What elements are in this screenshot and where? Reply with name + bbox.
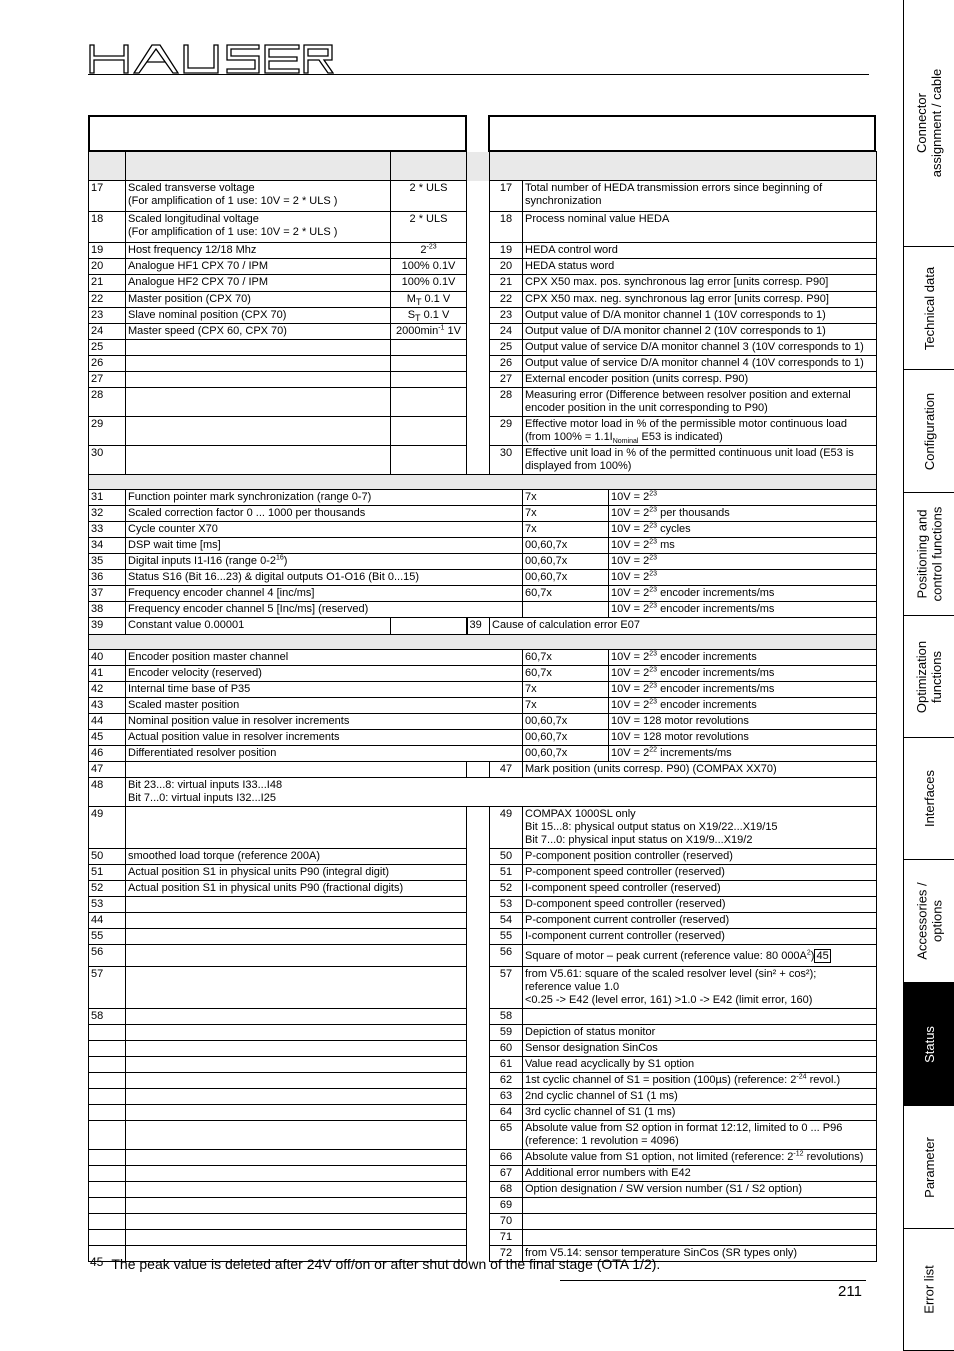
- table-row: 18 Scaled longitudinal voltage (For amplification of 1 use: 10V = 2 * ULS ) 2 * ULS 18 Process nominal value HEDA: [89, 212, 877, 243]
- side-tab-10[interactable]: [904, 1229, 954, 1351]
- side-tab-label: Optimization functions: [914, 640, 945, 713]
- side-tab-8[interactable]: [904, 983, 954, 1106]
- table-row: 51 Actual position S1 in physical units P90 (integral digit) 51 P-component speed controller (reserved): [89, 865, 877, 881]
- table-row: 57 57 from V5.61: square of the scaled resolver level (sin² + cos²); reference value 1.0 <0.25 -> E42 (level error, 161) >1.0 -> E42 (limit error, 160): [89, 967, 877, 1009]
- table-row: 68 Option designation / SW version number (S1 / S2 option): [89, 1182, 877, 1198]
- side-tab-label: Technical data: [922, 266, 937, 350]
- table-row: 34 DSP wait time [ms] 00,60,7x $10V = 2^{23}$ ms: [89, 538, 877, 554]
- table-row: 44 54 P-component current controller (reserved): [89, 913, 877, 929]
- table-row: 36 Status S16 (Bit 16...23) & digital outputs O1-O16 (Bit 0...15) 00,60,7x $10V = 2^{23}$: [89, 570, 877, 586]
- side-tab-4[interactable]: [904, 493, 954, 616]
- table-row: [89, 152, 877, 181]
- table-row: 66 Absolute value from S1 option, not limited (reference: $2^{-12}$ revolutions): [89, 1150, 877, 1166]
- side-tab-9[interactable]: [904, 1106, 954, 1229]
- table-row: 53 53 D-component speed controller (reserved): [89, 897, 877, 913]
- side-tab-label: Accessories / options: [914, 882, 945, 960]
- table-row: 43 Scaled master position 7x $10V = 2^{23}$ encoder increments: [89, 698, 877, 714]
- table-row: 50 smoothed load torque (reference 200A) 50 P-component position controller (reserved): [89, 849, 877, 865]
- table-row: 39 Constant value 0.00001 39 Cause of calculation error E07: [89, 618, 877, 635]
- table-row: 44 Nominal position value in resolver increments 00,60,7x 10V = 128 motor revolutions: [89, 714, 877, 730]
- table-row: 72 from V5.14: sensor temperature SinCos (SR types only): [89, 1246, 877, 1262]
- table-row: 63 2nd cyclic channel of S1 (1 ms): [89, 1089, 877, 1105]
- table-row: 56 56 Square of motor – peak current (reference value: 80 $000A^2$) 45: [89, 945, 877, 967]
- table-row: [89, 635, 877, 650]
- side-tab-7[interactable]: [904, 860, 954, 983]
- table-row: 24 Master speed (CPX 60, CPX 70) $2000\min^{-1}$ 1V 24 Output value of D/A monitor channel 2 (10V corresponds to 1): [89, 324, 877, 340]
- table-row: 33 Cycle counter X70 7x $10V = 2^{23}$ cycles: [89, 522, 877, 538]
- side-tab-1[interactable]: [904, 0, 954, 247]
- table-row: 22 Master position (CPX 70) $M_T$ 0.1 V 22 CPX X50 max. neg. synchronous lag error [units corresp. P90]: [89, 292, 877, 308]
- page-number: 211: [838, 1283, 862, 1300]
- table-row: [89, 475, 877, 490]
- table-row: 70: [89, 1214, 877, 1230]
- table-row: 30 30 Effective unit load in % of the permitted continuous unit load (E53 is displayed from 100%): [89, 446, 877, 475]
- side-tab-label: Parameter: [922, 1136, 938, 1198]
- side-tab-2[interactable]: [904, 247, 954, 370]
- table-row: 25 25 Output value of service D/A monitor channel 3 (10V corresponds to 1): [89, 340, 877, 356]
- hauser-logo: [89, 44, 334, 74]
- side-tab-label: Status: [921, 1025, 937, 1063]
- table-row: 28 28 Measuring error (Difference between resolver position and external encoder position in the unit corresponding to P90): [89, 388, 877, 417]
- table-row: 17 Scaled transverse voltage (For amplification of 1 use: 10V = 2 * ULS ) 2 * ULS 17 Total number of HEDA transmission errors since beginning of synchronization: [89, 181, 877, 212]
- table-row: 23 Slave nominal position (CPX 70) $S_T$ 0.1 V 23 Output value of D/A monitor channel 1 (10V corresponds to 1): [89, 308, 877, 324]
- table-row: 46 Differentiated resolver position 00,60,7x $10V = 2^{22}$ increments/ms: [89, 746, 877, 762]
- table-row: 29 29 Effective motor load in % of the permissible motor continuous load (from $100\% = 1.1I_{Nominal}$ E53 is indicated): [89, 417, 877, 446]
- table-row: 71: [89, 1230, 877, 1246]
- table-row: 60 Sensor designation SinCos: [89, 1041, 877, 1057]
- side-tab-label: Positioning and control functions: [914, 506, 945, 602]
- table-row: 47 47 Mark position (units corresp. P90) (COMPAX XX70): [89, 762, 877, 778]
- right-header-box: [488, 115, 876, 152]
- left-header-box: [88, 115, 467, 152]
- table-row: 31 Function pointer mark synchronization (range 0-7) 7x $10V = 2^{23}$: [89, 490, 877, 506]
- side-tab-label: Configuration: [922, 392, 938, 470]
- side-tab-3[interactable]: [904, 370, 954, 493]
- header-rule: [88, 74, 869, 75]
- table-row: 38 Frequency encoder channel 5 [Inc/ms] (reserved) $10V = 2^{23}$ encoder increments/ms: [89, 602, 877, 618]
- table-row: 21 Analogue HF2 CPX 70 / IPM 100% 0.1V 21 CPX X50 max. pos. synchronous lag error [units corresp. P90]: [89, 275, 877, 292]
- table-row: 55 55 I-component current controller (reserved): [89, 929, 877, 945]
- side-tab-label: Connector assignment / cable: [914, 68, 945, 178]
- table-row: 35 Digital inputs I1-I16 (range $0-2^{16}$) 00,60,7x $10V = 2^{23}$: [89, 554, 877, 570]
- footer-rule: [560, 1280, 866, 1281]
- table-row: 48 Bit 23...8: virtual inputs I33...I48 Bit 7...0: virtual inputs I32...I25: [89, 778, 877, 807]
- table-row: 62 1st cyclic channel of S1 = position (100µs) (reference: $2^{-24}$ revol.): [89, 1073, 877, 1089]
- table-row: 26 26 Output value of service D/A monitor channel 4 (10V corresponds to 1): [89, 356, 877, 372]
- table-row: 61 Value read acyclically by S1 option: [89, 1057, 877, 1073]
- table-row: 41 Encoder velocity (reserved) 60,7x $10V = 2^{23}$ encoder increments/ms: [89, 666, 877, 682]
- table-row: 42 Internal time base of P35 7x $10V = 2^{23}$ encoder increments/ms: [89, 682, 877, 698]
- side-tab-5[interactable]: [904, 616, 954, 738]
- table-row: 40 Encoder position master channel 60,7x $10V = 2^{23}$ encoder increments: [89, 650, 877, 666]
- table-row: 27 27 External encoder position (units corresp. P90): [89, 372, 877, 388]
- table-row: 64 3rd cyclic channel of S1 (1 ms): [89, 1105, 877, 1121]
- table-row: 52 Actual position S1 in physical units P90 (fractional digits) 52 I-component speed controller (reserved): [89, 881, 877, 897]
- table-row: 32 Scaled correction factor 0 ... 1000 per thousands 7x $10V = 2^{23}$ per thousands: [89, 506, 877, 522]
- side-tab-label: Interfaces: [922, 769, 937, 828]
- table-row: 59 Depiction of status monitor: [89, 1025, 877, 1041]
- table-row: 49 49 COMPAX 1000SL only Bit 15...8: physical output status on X19/22...X19/15 Bit 7...0: physical input status on X19/9...X19/2: [89, 807, 877, 849]
- table-row: 58 58: [89, 1009, 877, 1025]
- table-row: 37 Frequency encoder channel 4 [inc/ms] 60,7x $10V = 2^{23}$ encoder increments/ms: [89, 586, 877, 602]
- table-row: 69: [89, 1198, 877, 1214]
- table-row: 19 Host frequency 12/18 Mhz $2^{-23}$ 19 HEDA control word: [89, 243, 877, 259]
- footnote-rule: [88, 1245, 322, 1246]
- table-row: 65 Absolute value from S2 option in format 12:12, limited to 0 ... P96 (reference: 1 revolution = 4096): [89, 1121, 877, 1150]
- side-tab-6[interactable]: [904, 738, 954, 860]
- footnote: $^{45}$ The peak value is deleted after 24V off/on or after shut down of the final stage (OTA 1/2).: [90, 1255, 661, 1272]
- side-tab-bar: [903, 0, 954, 1351]
- table-row: 20 Analogue HF1 CPX 70 / IPM 100% 0.1V 20 HEDA status word: [89, 259, 877, 275]
- table-row: 67 Additional error numbers with E42: [89, 1166, 877, 1182]
- table-row: 45 Actual position value in resolver increments 00,60,7x 10V = 128 motor revolutions: [89, 730, 877, 746]
- side-tab-label: Error list: [921, 1265, 937, 1314]
- status-table: [88, 151, 877, 1262]
